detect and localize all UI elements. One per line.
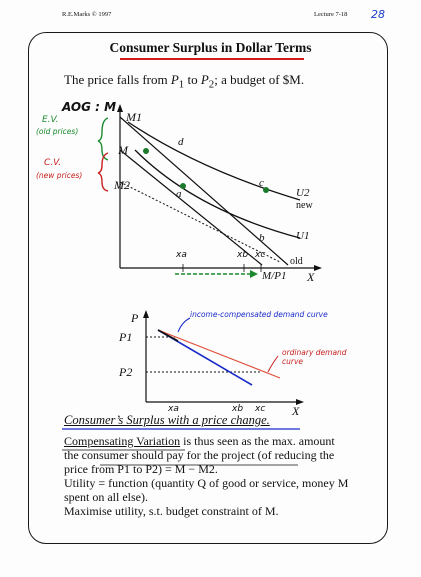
- intro-suffix: ; a budget of $M.: [214, 72, 305, 87]
- upper-x-tick-c: xc: [255, 250, 266, 260]
- lower-y-label: P: [131, 311, 139, 325]
- intro-p2: P: [200, 72, 209, 87]
- body-line-1-rest: is thus seen as the max. amount: [180, 434, 335, 448]
- header-author: R.E.Marks © 1997: [62, 11, 112, 18]
- cv-label: C.V.: [44, 158, 62, 168]
- price-change-arrowhead-icon: [250, 270, 258, 278]
- intro-p2-sub: 2: [208, 78, 215, 91]
- body-text: [64, 434, 380, 518]
- upper-graph: [98, 104, 322, 278]
- ordinary-demand-note: ordinary demand curve: [282, 348, 347, 366]
- lower-graph: [143, 310, 304, 405]
- lower-x-label: X: [292, 404, 300, 418]
- slide-title: Consumer Surplus in Dollar Terms: [109, 40, 312, 55]
- demand-curve-start: [158, 330, 178, 341]
- tangency-point-start: [143, 148, 149, 154]
- lower-x-tick-c: xc: [255, 404, 266, 414]
- indifference-curve-u2: [128, 122, 300, 200]
- body-line-1: [64, 434, 380, 448]
- body-line-6: Maximise utility, s.t. budget constraint of M.: [64, 504, 279, 518]
- intro-p1-sub: 1: [178, 78, 185, 91]
- ev-label: E.V.: [42, 115, 59, 125]
- tick-m1: M1: [126, 110, 142, 124]
- ordinary-pointer: [268, 356, 278, 372]
- lower-x-tick-b: xb: [232, 404, 244, 414]
- budget-line-shifted: [120, 150, 262, 265]
- label-d: d: [178, 136, 184, 148]
- label-c: c: [259, 177, 264, 189]
- label-b: b: [259, 232, 265, 244]
- compensated-demand-note: income-compensated demand curve: [190, 310, 328, 319]
- label-u2: U2: [296, 187, 310, 199]
- intro-prefix: The price falls from: [64, 72, 171, 87]
- upper-x-tick-a: xa: [176, 250, 187, 260]
- cv-note: (new prices): [36, 171, 83, 180]
- body-line-2: the consumer should pay for the project (of reducing the: [64, 448, 335, 462]
- handwritten-page-number: 28: [371, 8, 385, 21]
- label-m-over-p1: M/P1: [262, 270, 287, 282]
- lower-x-tick-a: xa: [168, 404, 179, 414]
- ordinary-demand-curve: [158, 330, 280, 378]
- tick-p2: P2: [119, 365, 133, 379]
- header-lecture: Lecture 7-18: [314, 11, 348, 18]
- upper-y-arrow-icon: [117, 104, 123, 112]
- indifference-curve-u1: [135, 150, 300, 238]
- body-line-3: price from P1 to P2) = M − M2.: [64, 462, 218, 476]
- tick-m2: M2: [114, 178, 130, 192]
- tick-m: M: [118, 143, 128, 157]
- compensated-pointer: [178, 318, 190, 332]
- section-subtitle: Consumer’s Surplus with a price change.: [64, 413, 270, 427]
- upper-x-label: X: [307, 270, 315, 284]
- body-line-4: Utility = function (quantity Q of good or service, money M: [64, 476, 349, 490]
- intro-to: to: [184, 72, 201, 87]
- tick-p1: P1: [119, 330, 133, 344]
- intro-p1: P: [170, 72, 179, 87]
- upper-x-arrow-icon: [314, 265, 322, 271]
- label-old: old: [290, 256, 303, 267]
- label-a: a: [176, 188, 182, 200]
- label-new: new: [296, 200, 313, 211]
- aog-label: AOG : M: [62, 100, 117, 114]
- body-line-5: spent on all else).: [64, 490, 148, 504]
- body-term-cv: Compensating Variation: [64, 434, 181, 448]
- ev-note: (old prices): [36, 127, 79, 136]
- label-u1: U1: [296, 230, 310, 242]
- upper-x-tick-b: xb: [237, 250, 249, 260]
- lower-y-arrow-icon: [143, 310, 149, 318]
